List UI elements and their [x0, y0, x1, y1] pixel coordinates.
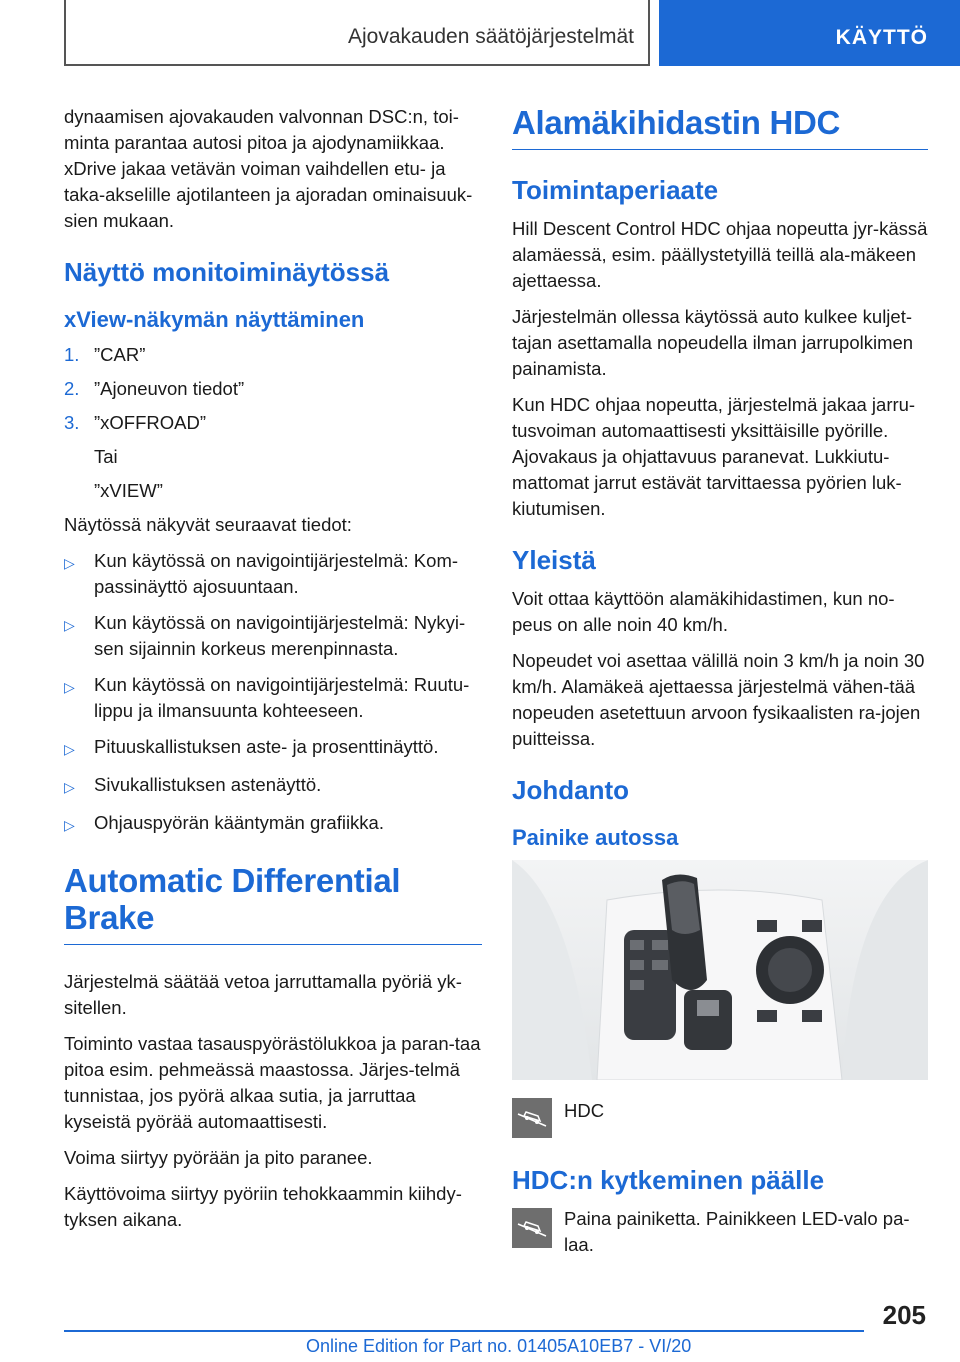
heading-display-mid: Näyttö monitoiminäytössä	[64, 257, 390, 287]
bullet-text: Ohjauspyörän kääntymän grafiikka.	[94, 812, 384, 833]
center-console-photo	[512, 860, 928, 1080]
triangle-bullet-icon: ▷	[64, 779, 75, 795]
general-paragraph-2: Nopeudet voi asettaa välillä noin 3 km/h ja noin 30 km/h. Alamäkeä ajettaessa järjestelmä vähen-tää nopeuden asetettuun arvoon fysikaalisten ra-jojen puitteissa.	[512, 650, 925, 749]
step-number: 2.	[64, 378, 80, 399]
heading-button-in-car: Painike autossa	[512, 825, 679, 850]
bullet-item	[64, 772, 482, 800]
heading-hdc: Alamäkihidastin HDC	[512, 104, 928, 150]
heading-xview: xView-näkymän näyttäminen	[64, 307, 365, 332]
heading-principle: Toimintaperiaate	[512, 175, 719, 205]
adb-paragraph-2: Toiminto vastaa tasauspyörästölukkoa ja paran-taa pitoa esim. pehmeässä maastossa. Järjes-telmä tunnistaa, jos pyörä alkaa sutia, ja jarruttaa kyseistä pyörää automaattisesti.	[64, 1033, 481, 1132]
bullet-item	[64, 810, 482, 838]
step-item	[64, 410, 482, 436]
hdc-button-icon	[512, 1208, 552, 1248]
step-text: ”CAR”	[94, 344, 146, 365]
right-column	[512, 104, 928, 1268]
principle-paragraph-3: Kun HDC ohjaa nopeutta, järjestelmä jakaa jarru-tusvoiman automaattisesti yksittäisille pyörille. Ajovakaus ja ohjattavuus paranevat. Lukkiutu-mattomat jarrut estävät tarvittaessa pyörien luk-kiutumisen.	[512, 394, 916, 519]
step-xview-label: ”xVIEW”	[94, 480, 163, 501]
page-number: 205	[882, 1300, 926, 1330]
principle-paragraph-2: Järjestelmän ollessa käytössä auto kulkee kuljet-tajan asettamalla nopeudella ilman jarrupolkimen painamista.	[512, 306, 914, 379]
info-bullet-list	[64, 548, 482, 838]
step-number: 1.	[64, 344, 80, 365]
shown-intro: Näytössä näkyvät seuraavat tiedot:	[64, 514, 352, 535]
heading-hdc-on: HDC:n kytkeminen päälle	[512, 1165, 825, 1195]
step-or-label: Tai	[94, 446, 118, 467]
footer-divider	[64, 1330, 864, 1332]
heading-introduction: Johdanto	[512, 775, 629, 805]
bullet-text: Sivukallistuksen astenäyttö.	[94, 774, 322, 795]
header-chapter-title: KÄYTTÖ	[835, 26, 928, 49]
triangle-bullet-icon: ▷	[64, 817, 75, 833]
principle-paragraph-1: Hill Descent Control HDC ohjaa nopeutta jyr-kässä alamäessä, esim. päällystetyillä teillä ala-mäkeen ajettaessa.	[512, 218, 928, 291]
step-item	[64, 376, 482, 402]
adb-paragraph-3: Voima siirtyy pyörään ja pito paranee.	[64, 1147, 373, 1168]
triangle-bullet-icon: ▷	[64, 555, 75, 571]
bullet-item	[64, 548, 482, 600]
bullet-text: Kun käytössä on navigointijärjestelmä: Kom-passinäyttö ajosuuntaan.	[94, 550, 459, 597]
hdc-on-text: Paina painiketta. Painikkeen LED-valo pa-laa.	[564, 1208, 910, 1255]
step-item	[64, 342, 482, 368]
heading-adb: Automatic Differential Brake	[64, 862, 482, 945]
header-section-tab	[64, 0, 650, 66]
bullet-text: Kun käytössä on navigointijärjestelmä: Ruutu-lippu ja ilmansuunta kohteeseen.	[94, 674, 470, 721]
left-column	[64, 104, 482, 1243]
triangle-bullet-icon: ▷	[64, 617, 75, 633]
bullet-text: Kun käytössä on navigointijärjestelmä: Nykyi-sen sijainnin korkeus merenpinnasta.	[94, 612, 466, 659]
steps-list	[64, 342, 482, 504]
adb-paragraph-4: Käyttövoima siirtyy pyöriin tehokkaammin kiihdy-tyksen aikana.	[64, 1183, 462, 1230]
triangle-bullet-icon: ▷	[64, 679, 75, 695]
general-paragraph-1: Voit ottaa käyttöön alamäkihidastimen, kun no-peus on alle noin 40 km/h.	[512, 588, 895, 635]
bullet-item	[64, 672, 482, 724]
bullet-text: Pituuskallistuksen aste- ja prosenttinäyttö.	[94, 736, 439, 757]
step-text: ”Ajoneuvon tiedot”	[94, 378, 245, 399]
hdc-downhill-car-icon	[512, 1098, 552, 1138]
adb-paragraph-1: Järjestelmä säätää vetoa jarruttamalla pyöriä yk-sitellen.	[64, 971, 462, 1018]
hdc-label: HDC	[564, 1100, 605, 1121]
heading-general: Yleistä	[512, 545, 596, 575]
hdc-icon-row	[512, 1096, 928, 1138]
intro-paragraph: dynaamisen ajovakauden valvonnan DSC:n, toi-minta parantaa autosi pitoa ja ajodynamiikkaa. xDrive jakaa vetävän voiman vaihdellen etu- ja taka-akselille ajotilanteen ja ajoradan ominaisuuk-sien mukaan.	[64, 106, 473, 231]
step-number: 3.	[64, 412, 80, 433]
header-chapter-tab	[659, 0, 960, 66]
header-section-title: Ajovakauden säätöjärjestelmät	[347, 25, 634, 48]
triangle-bullet-icon: ▷	[64, 741, 75, 757]
hdc-on-row	[512, 1206, 928, 1258]
bullet-item	[64, 734, 482, 762]
footer-edition: Online Edition for Part no. 01405A10EB7 - VI/20	[306, 1336, 692, 1356]
bullet-item	[64, 610, 482, 662]
step-text: ”xOFFROAD”	[94, 412, 207, 433]
